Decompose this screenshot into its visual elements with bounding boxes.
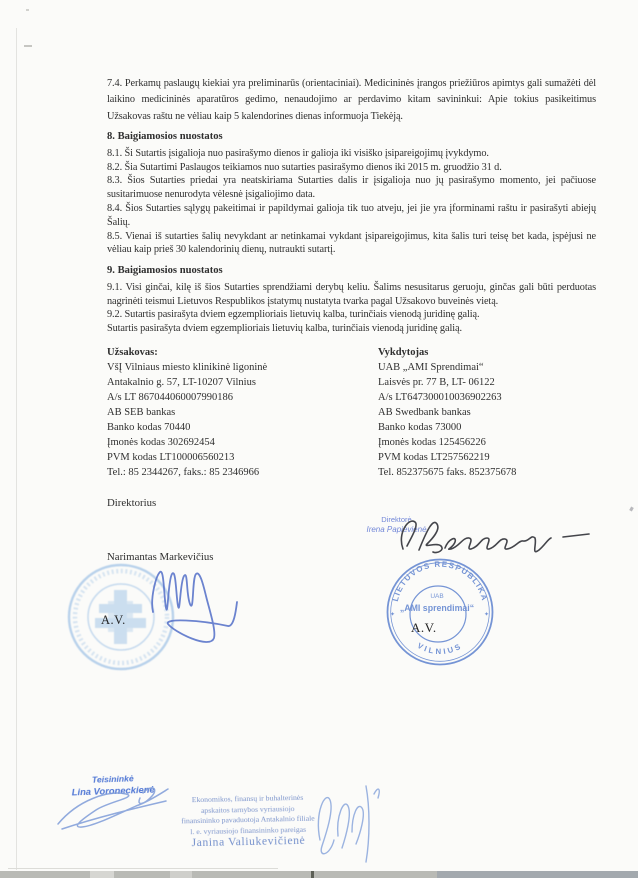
contractor-account: A/s LT647300010036902263	[378, 392, 502, 403]
director-title: Direktorė	[381, 515, 412, 524]
customer-bank-code: Banko kodas 70440	[107, 422, 191, 433]
section-9-heading: 9. Baigiamosios nuostatos	[107, 265, 223, 276]
scan-edge-vertical-line	[16, 28, 17, 870]
scan-speck	[24, 45, 32, 47]
customer-vat-code: PVM kodas LT100006560213	[107, 452, 235, 463]
accountant-name: Janina Valiukevičienė	[191, 834, 306, 850]
clause-8-1: 8.1. Ši Sutartis įsigalioja nuo pasirašymo dienos ir galioja iki visiško įsipareigojimų įvykdymo.	[107, 147, 489, 159]
scan-edge-segment	[170, 871, 192, 878]
section-8	[107, 130, 596, 257]
contractor-bank: AB Swedbank bankas	[378, 407, 471, 418]
scan-edge-segment	[90, 871, 114, 878]
customer-phone: Tel.: 85 2344267, faks.: 85 2346966	[107, 467, 260, 478]
accountant-line3: finansininko pavaduotoja Antakalnio filiale	[181, 813, 315, 826]
seal-av-mark-left: A.V.	[101, 613, 126, 627]
scan-speck	[629, 507, 634, 512]
signatory-name: Narimantas Markevičius	[107, 551, 214, 563]
seal-center-company-name: „AMI sprendimai“	[399, 603, 475, 613]
contractor-address: Laisvės pr. 77 B, LT- 06122	[378, 377, 495, 388]
lawyer-title: Teisininkė	[91, 773, 134, 785]
contractor-bank-code: Banko kodas 73000	[378, 422, 462, 433]
contractor-phone: Tel. 852375675 faks. 852375678	[378, 467, 517, 478]
customer-title: Užsakovas:	[107, 347, 158, 358]
closing-sentence: Sutartis pasirašyta dviem egzemplioriais lietuvių kalba, turinčiais vienodą juridinę galią.	[107, 323, 462, 335]
signatory-role: Direktorius	[107, 497, 157, 509]
clause-7-4	[107, 76, 596, 125]
clause-8-4: 8.4. Šios Sutarties sąlygų pakeitimai ir papildymai galioja tik tuo atveju, jei jie yra įforminami raštu ir pasirašyti abiejų Šalių.	[107, 202, 596, 228]
director-name: Irena Papievienė	[366, 524, 427, 534]
section-8-heading: 8. Baigiamosios nuostatos	[107, 131, 223, 142]
signature-director	[393, 508, 593, 563]
seal-av-mark-right: A.V.	[411, 620, 437, 635]
clause-8-3: 8.3. Šios Sutarties priedai yra neatskiriama Sutarties dalis ir įsigalioja nuo jų pasirašymo momento, jei pačiuose susitarimuose nenurodyta vėlesnė įsigaliojimo data.	[107, 175, 596, 201]
seal-left-ornament: ✦	[390, 612, 396, 618]
section-9	[107, 264, 596, 336]
accountant-line4: l. e. vyriausiojo finansininko pareigas	[190, 824, 307, 836]
customer-bank: AB SEB bankas	[107, 407, 176, 418]
signature-voroneckiene	[48, 780, 178, 835]
scan-edge-horizontal-line	[8, 868, 278, 869]
lawyer-name: Lina Voroneckienė	[71, 783, 155, 798]
customer-details	[107, 345, 372, 480]
clause-8-5: 8.5. Vienai iš sutarties šalių nevykdant ar netinkamai vykdant įsipareigojimus, kita šalis turi teisę bet kada, įspėjusi ne vėliau kaip prieš 30 kalendorinių dienų, nutraukti sutartį.	[107, 230, 596, 256]
seal-ring-top-text: LIETUVOS RESPUBLIKA	[390, 559, 490, 603]
customer-account: A/s LT 867044060007990186	[107, 392, 234, 403]
scan-edge-segment	[437, 871, 638, 878]
accountant-line1: Ekonomikos, finansų ir buhalterinės	[191, 792, 304, 805]
clause-9-1: 9.1. Visi ginčai, kilę iš šios Sutarties sprendžiami derybų keliu. Šalims nesusitarus geruoju, ginčas gali būti perduotas nagrinėti teismui Lietuvos Respublikos įstatymų nustatyta tvarka pagal Užsakovo buveinės vietą.	[107, 281, 596, 307]
seal-center-uab: UAB	[430, 593, 444, 600]
customer-name: VšĮ Vilniaus miesto klinikinė ligoninė	[107, 362, 268, 373]
seal-right-ornament: ✦	[484, 612, 490, 618]
contractor-title: Vykdytojas	[378, 347, 429, 358]
clause-9-2: 9.2. Sutartis pasirašyta dviem egzemplioriais lietuvių kalba, turinčiais vienodą juridinę galią.	[107, 309, 480, 321]
paragraph: 7.4. Perkamų paslaugų kiekiai yra preliminarūs (orientaciniai). Medicininės įrangos priežiūros apimtys gali sumažėti dėl laikino medicininės aparatūros gedimo, nenaudojimo ar perdavimo kitam savininkui: Apie tokius pasikeitimus Užsakovas raštu ne vėliau kaip 5 kalendorines dienas informuoja Tiekėją.	[107, 78, 596, 122]
scan-edge-segment	[311, 871, 314, 878]
seal-ring-bottom-text: VILNIUS	[415, 640, 465, 657]
contractor-name: UAB „AMI Sprendimai“	[378, 362, 484, 373]
customer-address: Antakalnio g. 57, LT-10207 Vilnius	[107, 377, 256, 388]
signature-valiukeviciene	[300, 778, 385, 870]
scan-speck	[26, 9, 29, 11]
scan-bottom-edge	[0, 871, 638, 878]
contractor-company-code: Įmonės kodas 125456226	[378, 437, 486, 448]
contractor-details	[378, 345, 613, 480]
signature-markevicius	[140, 558, 250, 648]
accountant-line2: apskaitos tarnybos vyriausiojo	[200, 803, 295, 815]
contractor-vat-code: PVM kodas LT257562219	[378, 452, 490, 463]
customer-company-code: Įmonės kodas 302692454	[107, 437, 215, 448]
clause-8-2: 8.2. Šia Sutartimi Paslaugos teikiamos nuo sutarties pasirašymo dienos iki 2015 m. gruodžio 31 d.	[107, 161, 502, 173]
company-round-seal	[381, 556, 499, 670]
